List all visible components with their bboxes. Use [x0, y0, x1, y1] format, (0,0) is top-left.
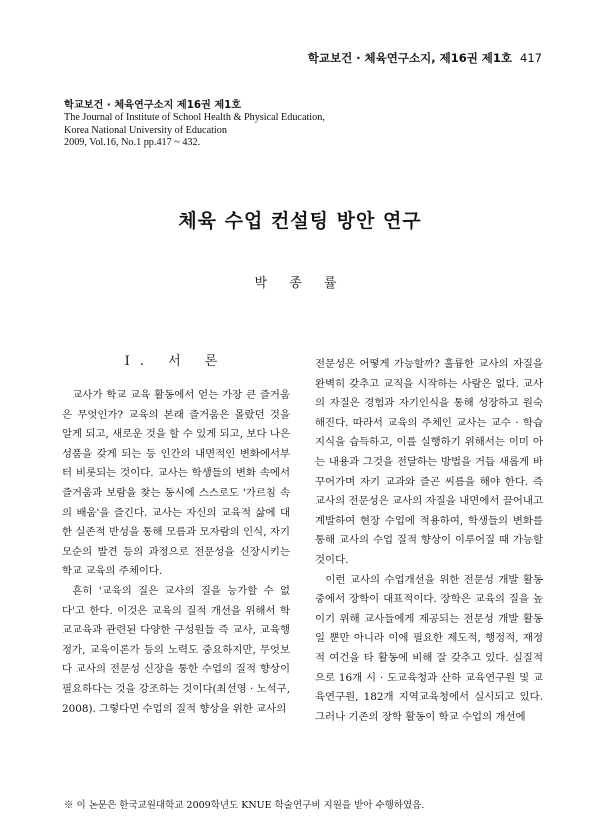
right-column	[315, 355, 543, 727]
footnote: ※ 이 논문은 한국교원대학교 2009학년도 KNUE 학술연구비 지원을 받아 수행하였음.	[64, 800, 425, 811]
citation-korean: 학교보건 · 체육연구소지 제16권 제1호	[64, 100, 242, 111]
paper-title: 체육 수업 컨설팅 방안 연구	[178, 210, 422, 232]
left-column	[62, 352, 290, 719]
page-number: 417	[520, 51, 542, 65]
section-heading-introduction: Ⅰ. 서 론	[124, 354, 228, 369]
body-paragraph: 교사가 학교 교육 활동에서 얻는 가장 큰 즐거움은 무엇인가? 교육의 본래 즐거움은 몰랐던 것을 알게 되고, 새로운 것을 할 수 있게 되고, 보다 나은 성품을 갖게 되는 등 인간의 내면적인 변화에서부터 비롯되는 것이다. 교사는 학생들의 변화 속에서 즐거움과 보람을 찾는 동시에 스스로도 '가르침 속의 배움'을 즐긴다. 교사는 자신의 교육적 삶에 대한 실존적 반성을 통해 모름과 모자람의 인식, 자기모순의 발견 등의 과정으로 전문성을 신장시키는 학교 교육의 주체이다.	[62, 389, 290, 578]
citation-english-line-2: Korea National University of Education	[64, 124, 227, 136]
paper-author: 박 종 률	[254, 276, 346, 291]
body-paragraph: 전문성은 어떻게 가능할까? 훌륭한 교사의 자질을 완벽히 갖추고 교직을 시작하는 사람은 없다. 교사의 자질은 경험과 자기인식을 통해 성장하고 원숙해진다. 따라서 교육의 주체인 교사는 교수 · 학습 지식을 습득하고, 이를 실행하기 위해서는 이미 아는 내용과 그것을 전달하는 방법을 거듭 새롭게 바꾸어가며 자기 교과와 즐곤 씨름을 해야 한다. 즉 교사의 전문성은 교사의 자질을 내면에서 끌어내고 계발하여 현장 수업에 적용하여, 학생들의 변화를 통해 교사의 수업 질적 향상이 이루어질 때 가능할 것이다.	[315, 358, 543, 566]
citation-block	[64, 100, 325, 150]
citation-english-line-3: 2009, Vol.16, No.1 pp.417 ~ 432.	[64, 137, 201, 149]
body-paragraph: 흔히 '교육의 질은 교사의 질을 능가할 수 없다'고 한다. 이것은 교육의 질적 개선을 위해서 학교교육과 관련된 다양한 구성원들 즉 교사, 교육행정가, 교육이론가 등의 노력도 중요하지만, 무엇보다 교사의 전문성 신장을 통한 수업의 질적 향상이 필요하다는 것을 강조하는 것이다(최선영 · 노석구, 2008). 그렇다면 수업의 질적 향상을 위한 교사의	[62, 584, 290, 715]
running-head	[308, 50, 542, 66]
running-head-journal: 학교보건 · 체육연구소지, 제16권 제1호	[307, 51, 513, 65]
body-paragraph: 이런 교사의 수업개선을 위한 전문성 개발 활동 중에서 장학이 대표적이다. 장학은 교육의 질을 높이기 위해 교사들에게 제공되는 전문성 개발 활동일 뿐만 아니라 이에 필요한 제도적, 행정적, 재정적 여건을 타 활동에 비해 잘 갖추고 있다. 실질적으로 16개 시 · 도교육청과 산하 교육연구원 및 교육연구원, 182개 지역교육청에서 실시되고 있다. 그러나 기존의 장학 활동이 학교 수업의 개선에	[315, 573, 543, 723]
citation-english-line-1: The Journal of Institute of School Health & Physical Education,	[64, 112, 325, 124]
